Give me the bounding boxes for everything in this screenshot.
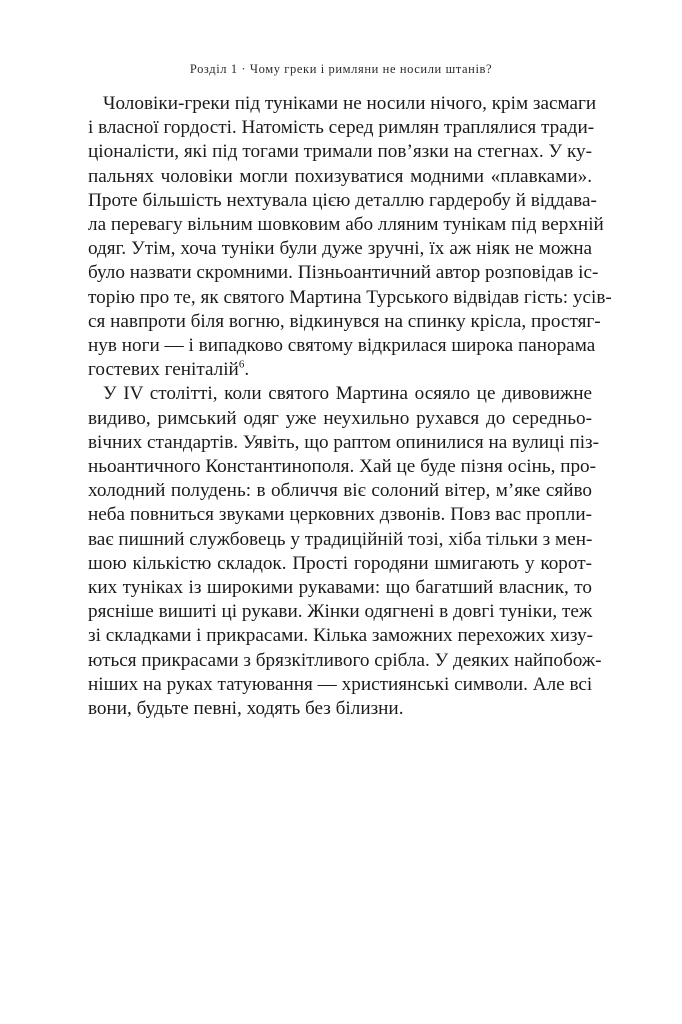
text-line: ніших на руках татуювання — християнські символи. Але всі <box>88 673 593 695</box>
text-line: нув ноги — і випадково святому відкрилася широка панорама <box>88 335 596 357</box>
text-line: Чоловіки-греки під туніками не носили нічого, крім засмаги <box>103 93 597 114</box>
text-line: Проте більшість нехтувала цією деталлю гардеробу й віддава- <box>88 189 597 211</box>
text-line: одяг. Утім, хоча туніки були дуже зручні, їх аж ніяк не можна <box>88 238 592 260</box>
text-line: торію про те, як святого Мартина Турського відвідав гість: усів- <box>88 286 612 308</box>
text-line-last: вони, будьте певні, ходять без білизни. <box>88 698 404 720</box>
text-line: неба повниться звуками церковних дзвонів. Повз вас пропли- <box>88 504 592 526</box>
text-line: ла перевагу вільним шовковим або лляним тунікам під верхній <box>88 214 604 236</box>
running-header: Розділ 1 · Чому греки і римляни не носили штанів? <box>189 62 493 76</box>
text-line: ються прикрасами з брязкітливого срібла. У деяких найпобож- <box>88 649 602 671</box>
text-line: ціоналісти, які під тогами тримали пов’язки на стегнах. У ку- <box>88 141 592 163</box>
text-line: вічних стандартів. Уявіть, що раптом опинилися на вулиці піз- <box>88 431 600 453</box>
text-line: і власної гордості. Натомість серед римлян траплялися тради- <box>88 117 595 139</box>
text-line: рясніше вишиті ці рукави. Жінки одягнені в довгі туніки, теж <box>88 601 593 623</box>
body-text <box>88 92 612 721</box>
footnote-marker[interactable]: 6 <box>238 358 245 371</box>
text-line: У IV столітті, коли святого Мартина осяяло це дивовижне <box>103 383 592 405</box>
text-line: ся навпроти біля вогню, відкинувся на спинку крісла, простяг- <box>88 310 601 332</box>
text-line: зі складками і прикрасами. Кілька заможних перехожих хизу- <box>88 625 594 647</box>
text-line: видиво, римський одяг уже неухильно рухався до середньо- <box>88 407 592 429</box>
paragraph-2 <box>88 382 602 721</box>
text-line: холодний полудень: в обличчя віє солоний вітер, м’яке сяйво <box>88 480 592 502</box>
paragraph-1 <box>88 92 612 382</box>
text-line-last: гостевих геніталій$^6$. <box>88 358 250 381</box>
text-line: ває пишний службовець у традиційній тозі, хіба тільки з мен- <box>88 528 593 550</box>
text-line-content: гостевих геніталій <box>88 359 239 381</box>
text-line: шою кількістю складок. Прості городяни шмигають у корот- <box>88 552 592 574</box>
text-line: ньоантичного Константинополя. Хай це буде пізня осінь, про- <box>88 456 597 478</box>
text-line: пальнях чоловіки могли похизуватися модними «плавками». <box>88 165 592 187</box>
text-line: ких туніках із широкими рукавами: що багатший власник, то <box>88 577 592 599</box>
text-line: було назвати скромними. Пізньоантичний автор розповідав іс- <box>88 262 599 284</box>
